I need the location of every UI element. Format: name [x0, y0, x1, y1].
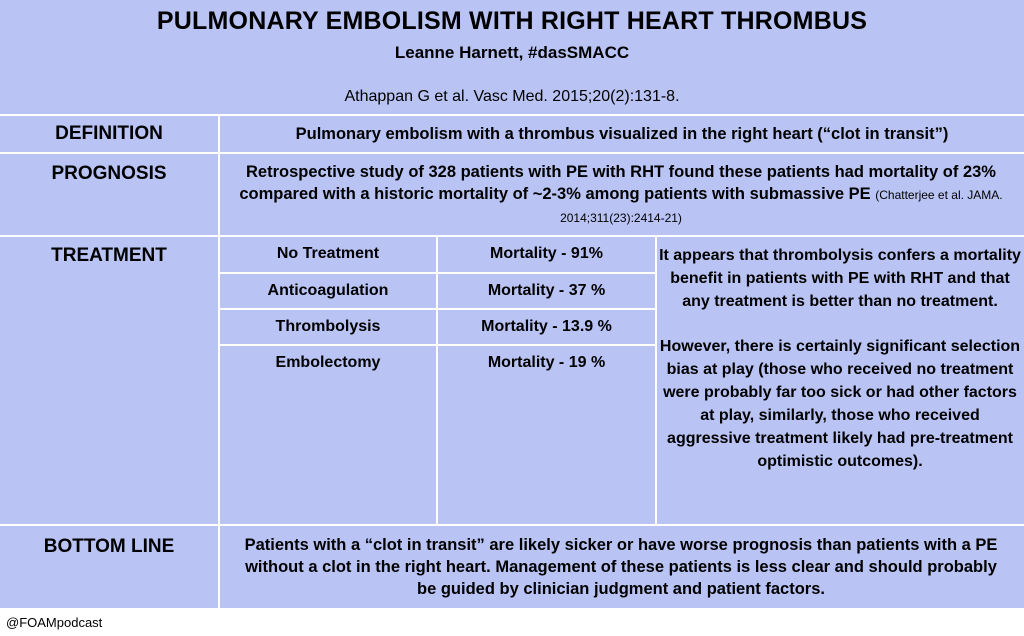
bottom-line-text: Patients with a “clot in transit” are likely sicker or have worse prognosis than patients with a PE without a clot in the right heart. Management of these patients is less clear and should probably be guided by clinician judgment and patient factors.: [244, 536, 998, 598]
treatment-mortality-2: Mortality - 37 %: [487, 282, 606, 299]
treatment-name-2: Anticoagulation: [267, 282, 389, 299]
treatment-mortality-3: Mortality - 13.9 %: [481, 318, 612, 335]
treatment-note-benefit: It appears that thrombolysis confers a mortality benefit in patients with PE with RHT and that any treatment is better than no treatment.: [659, 247, 1021, 310]
prognosis-label: PROGNOSIS: [51, 163, 167, 184]
treatment-note: [658, 244, 1022, 473]
treatment-name-1: No Treatment: [276, 245, 380, 262]
citation: Athappan G et al. Vasc Med. 2015;20(2):131-8.: [344, 88, 680, 105]
divider-treatment: [0, 524, 1024, 526]
author-line: Leanne Harnett, #dasSMACC: [394, 43, 630, 62]
definition-text: Pulmonary embolism with a thrombus visualized in the right heart (“clot in transit”): [295, 125, 949, 143]
divider-treatment-row3: [220, 344, 655, 346]
divider-treatment-col2: [655, 235, 657, 524]
definition-label: DEFINITION: [55, 123, 163, 144]
bottom-line-label: BOTTOM LINE: [43, 536, 175, 557]
prognosis-body: Retrospective study of 328 patients with PE with RHT found these patients had mortality of 23% compared with a historic mortality of ~2-3% among patients with submassive PE: [239, 163, 996, 203]
divider-definition: [0, 152, 1024, 154]
divider-prognosis: [0, 235, 1024, 237]
treatment-name-4: Embolectomy: [275, 354, 381, 371]
prognosis-reference: (Chatterjee et al. JAMA. 2014;311(23):2414-21): [560, 188, 1003, 225]
treatment-name-3: Thrombolysis: [275, 318, 381, 335]
treatment-mortality-1: Mortality - 91%: [490, 245, 603, 262]
page-title: PULMONARY EMBOLISM WITH RIGHT HEART THROMBUS: [156, 7, 868, 35]
treatment-mortality-4: Mortality - 19 %: [487, 354, 606, 371]
divider-treatment-row2: [220, 308, 655, 310]
prognosis-text: [236, 161, 1006, 229]
divider-treatment-row1: [220, 272, 655, 274]
divider-header: [0, 114, 1024, 116]
treatment-note-bias: However, there is certainly significant selection bias at play (those who received no treatment were probably far too sick or had other factors at play, similarly, those who received aggressive treatment likely had pre-treatment optimistic outcomes).: [659, 338, 1021, 470]
divider-treatment-col1: [436, 235, 438, 524]
treatment-label: TREATMENT: [51, 245, 167, 266]
footer-handle: @FOAMpodcast: [6, 615, 103, 630]
header: [0, 0, 1024, 114]
